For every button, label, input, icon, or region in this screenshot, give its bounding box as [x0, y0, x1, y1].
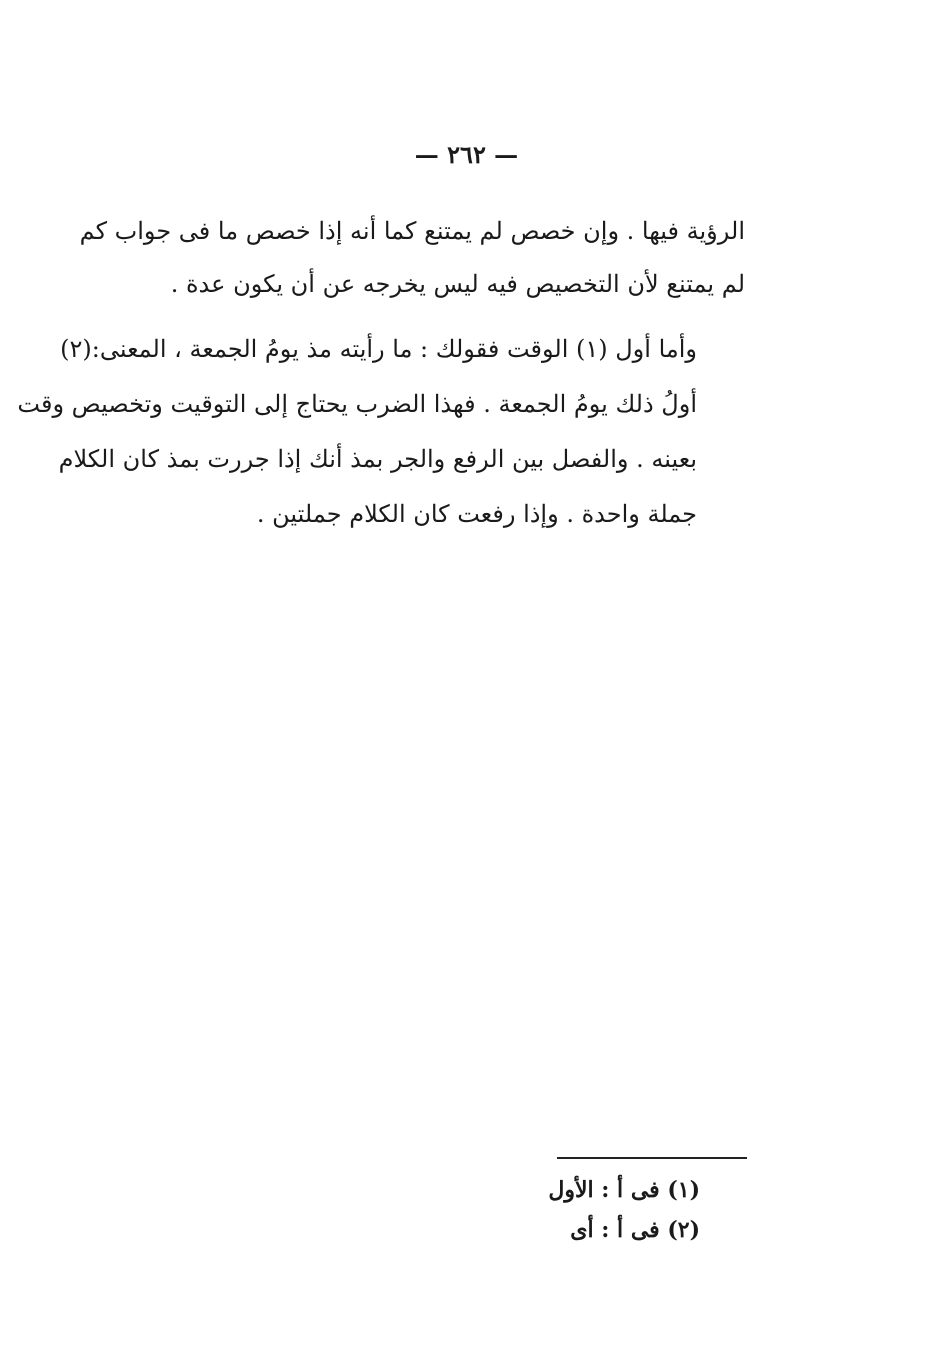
footnote-2: (٢) فى أ : أى — [570, 1217, 700, 1243]
paragraph-line: بعينه . والفصل بين الرفع والجر بمذ أنك إذا جررت بمذ كان الكلام — [58, 445, 697, 473]
paragraph-line: وأما أول (١) الوقت فقولك : ما رأيته مذ يومُ الجمعة ، المعنى:(٢) — [60, 335, 697, 363]
footnote-1: (١) فى أ : الأول — [548, 1177, 700, 1203]
paragraph-1 — [79, 205, 745, 311]
page-number: — ٢٦٢ — — [414, 140, 519, 169]
paragraph-line: الرؤية فيها . وإن خصص لم يمتنع كما أنه إذا خصص ما فى جواب كم — [79, 217, 745, 245]
footnotes — [500, 1170, 700, 1250]
paragraph-2 — [17, 322, 745, 542]
paragraph-line: لم يمتنع لأن التخصيص فيه ليس يخرجه عن أن يكون عدة . — [170, 270, 745, 298]
paragraph-line: أولُ ذلك يومُ الجمعة . فهذا الضرب يحتاج إلى التوقيت وتخصيص وقت — [17, 390, 697, 418]
paragraph-line: جملة واحدة . وإذا رفعت كان الكلام جملتين . — [256, 500, 697, 528]
footnote-divider — [557, 1157, 747, 1159]
